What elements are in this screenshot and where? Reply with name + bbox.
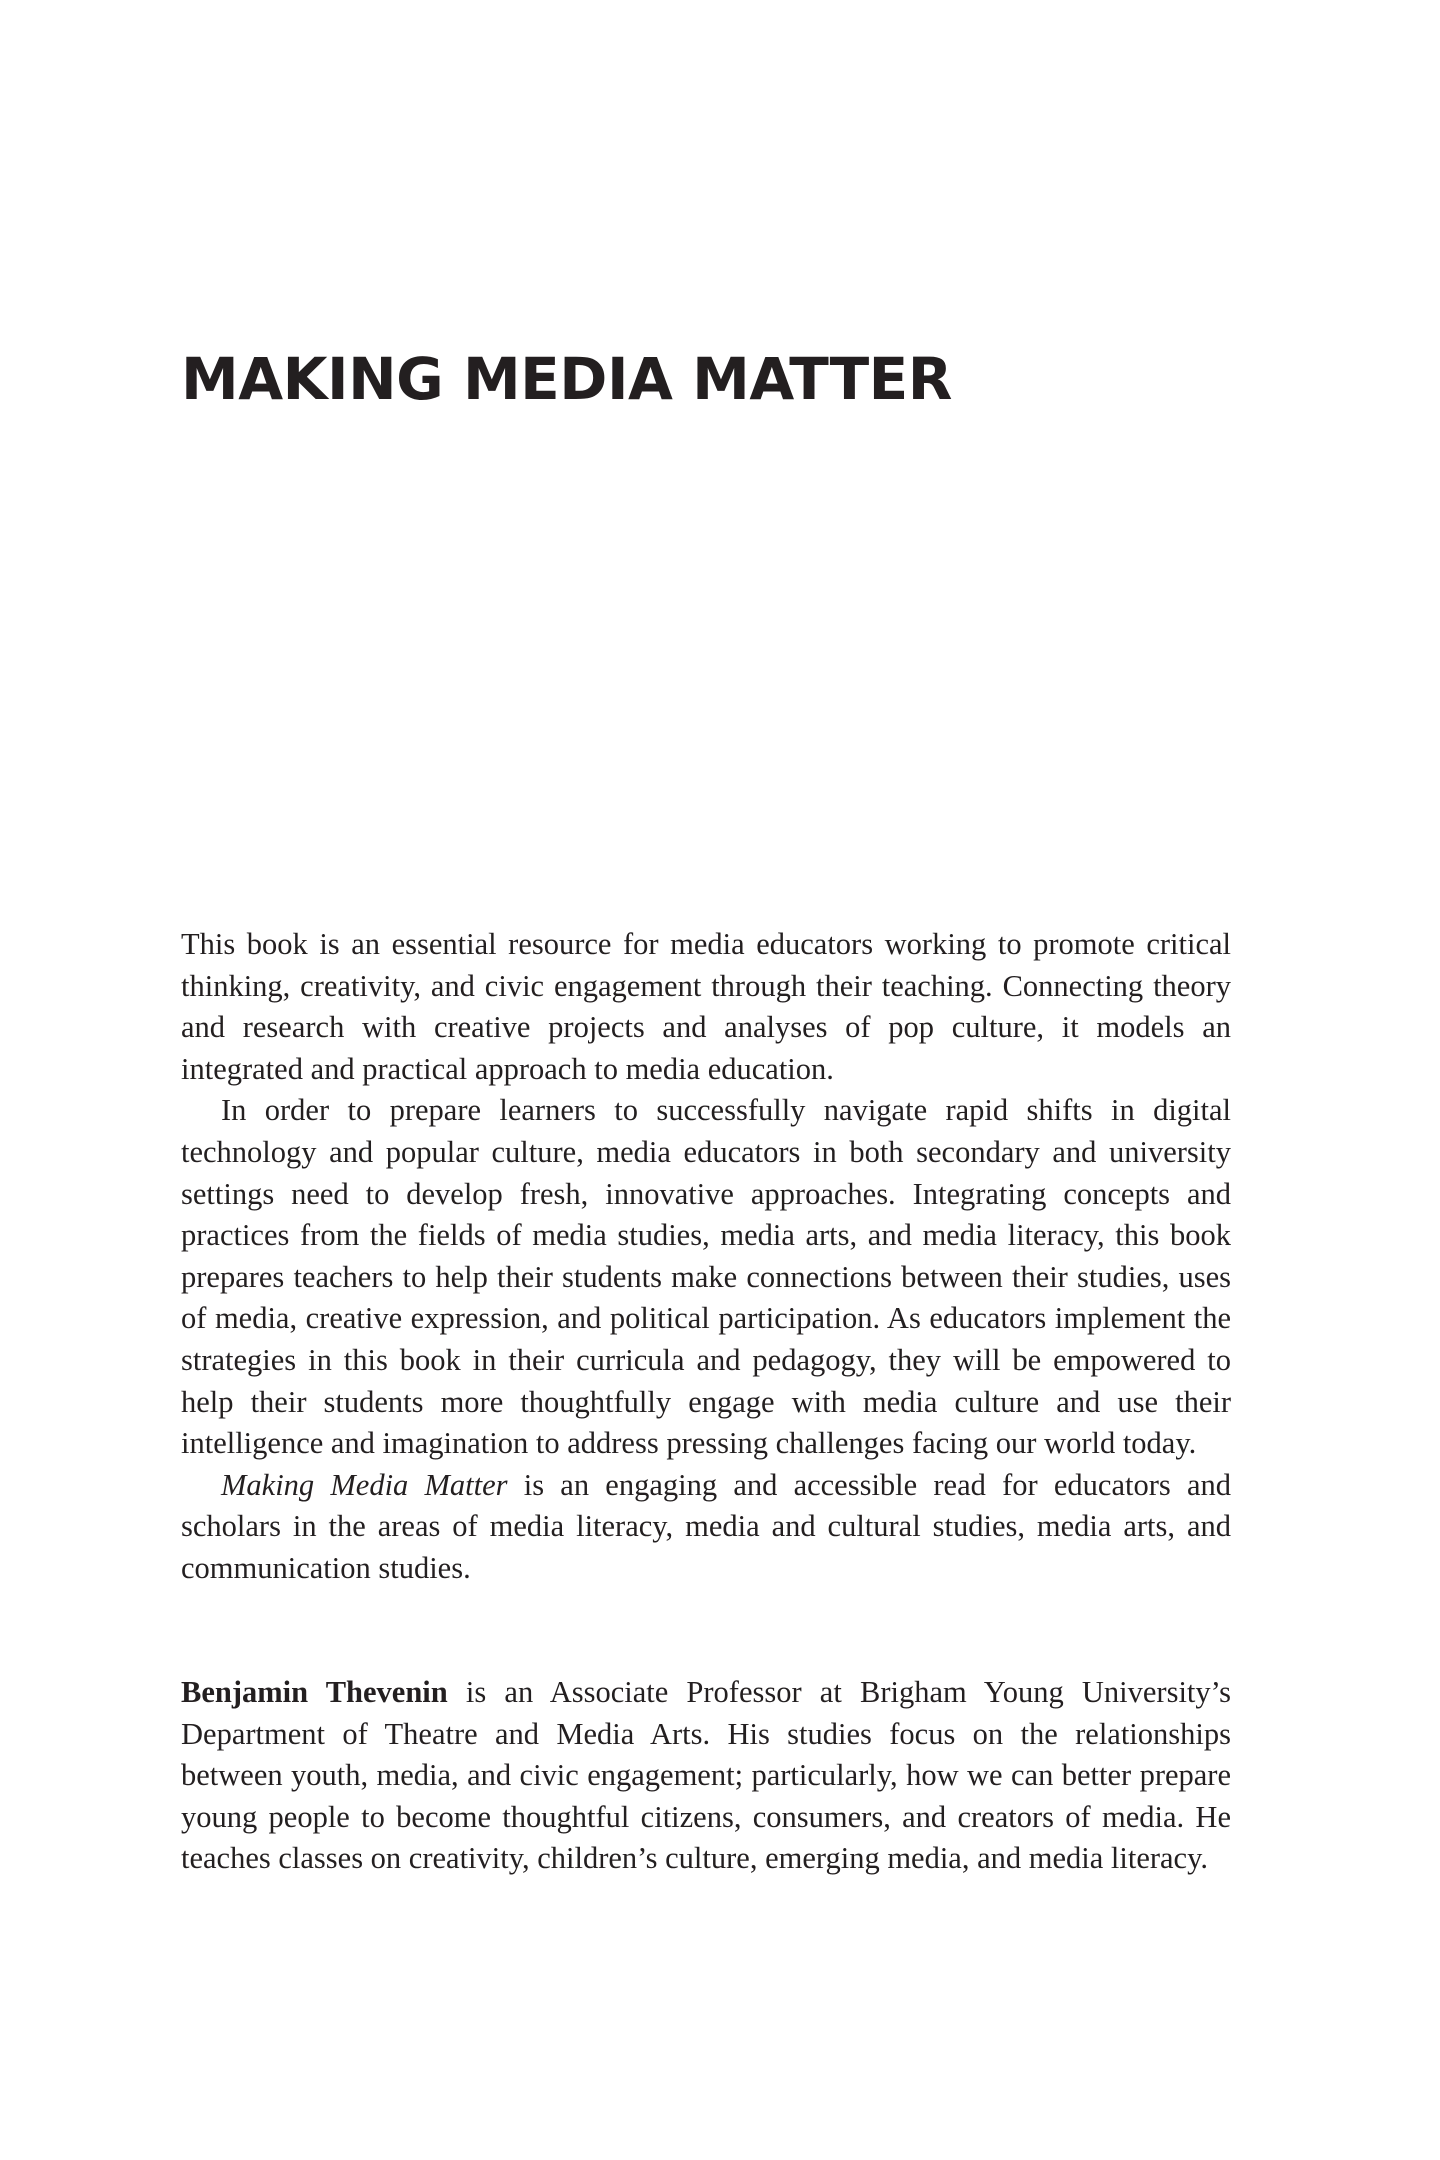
description-paragraph-3 (181, 1465, 1231, 1590)
author-bio-paragraph (181, 1672, 1231, 1880)
description-paragraph-2: In order to prepare learners to successfully navigate rapid shifts in digital technology and popular culture, media educators in both secondary and university settings need to develop fresh, innovative approaches. Integrating concepts and practices from the fields of media studies, media arts, and media literacy, this book prepares teachers to help their students make connections between their studies, uses of media, creative expression, and political participation. As educators implement the strategies in this book in their curricula and pedagogy, they will be empowered to help their students more thoughtfully engage with media culture and use their intelligence and imagination to address pressing challenges facing our world today. (181, 1093, 1231, 1461)
description-paragraph-1: This book is an essential resource for media educators working to promote critical thinking, creativity, and civic engagement through their teaching. Connecting theory and research with creative projects and analyses of pop culture, it models an integrated and practical approach to media education. (181, 927, 1231, 1086)
author-name: Benjamin Thevenin (181, 1675, 448, 1709)
author-bio-text: is an Associate Professor at Brigham Young University’s Department of Theatre and Media Arts. His studies focus on the relationships between youth, media, and civic engagement; particularly, how we can better prepare young people to become thoughtful citizens, consumers, and creators of media. He teaches classes on creativity, children’s culture, emerging media, and media literacy. (181, 1675, 1231, 1876)
book-description (181, 924, 1231, 1590)
author-bio (181, 1672, 1231, 1880)
book-title: MAKING MEDIA MATTER (181, 345, 952, 413)
book-title-reference: Making Media Matter (221, 1467, 508, 1502)
description-paragraph-3-text: is an engaging and accessible read for educators and scholars in the areas of media literacy, media and cultural studies, media arts, and communication studies. (181, 1467, 1231, 1585)
